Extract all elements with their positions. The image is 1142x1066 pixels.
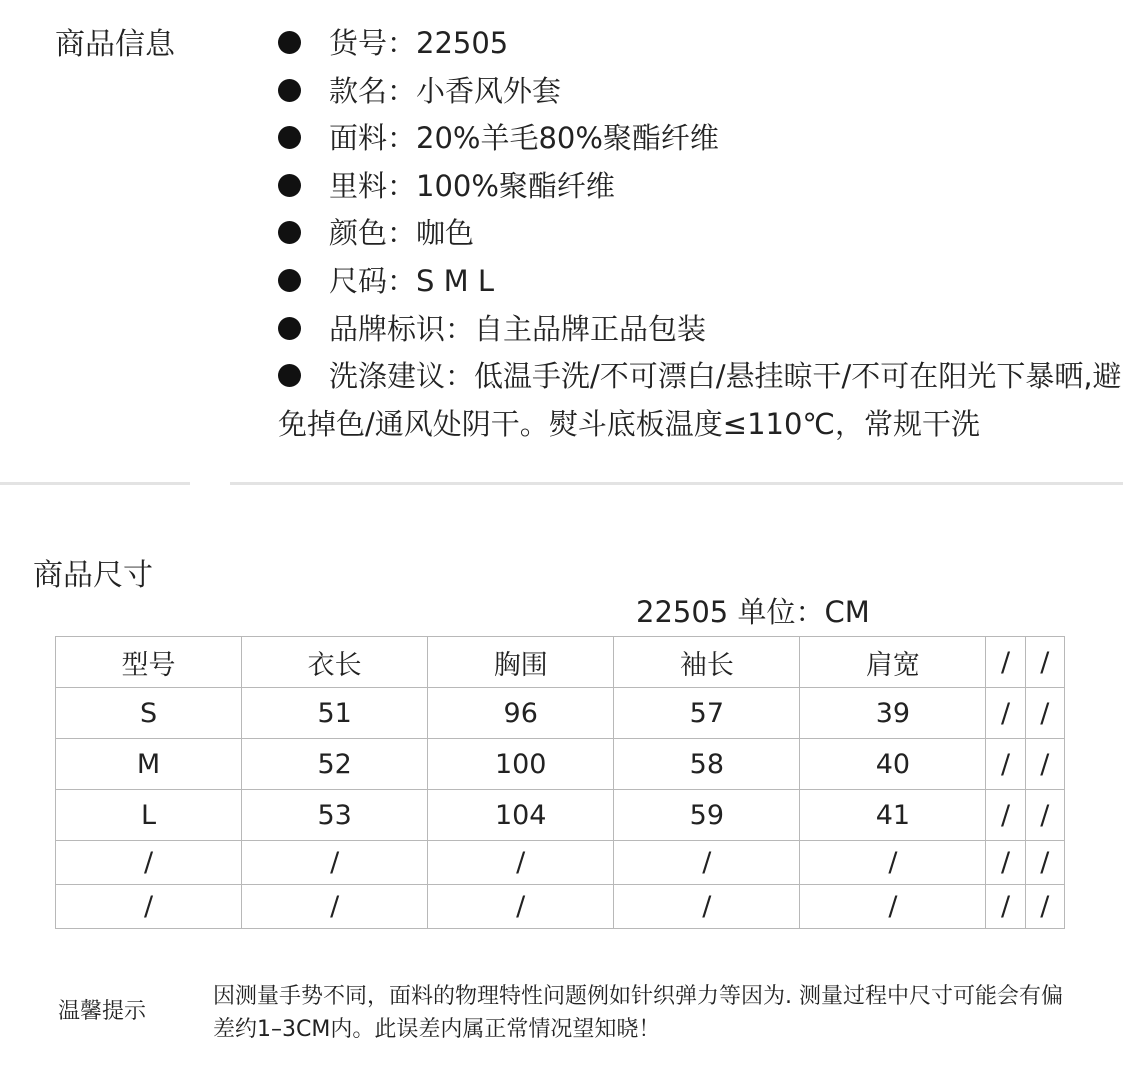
- table-cell: /: [986, 790, 1025, 841]
- section-divider: [0, 482, 190, 485]
- table-cell: 100: [428, 739, 614, 790]
- table-cell: /: [986, 841, 1025, 885]
- table-cell: 57: [614, 688, 800, 739]
- table-cell: S: [56, 688, 242, 739]
- table-cell: 104: [428, 790, 614, 841]
- table-cell: /: [1025, 841, 1064, 885]
- table-cell: 59: [614, 790, 800, 841]
- info-item-color: [278, 210, 1123, 258]
- table-row: [56, 739, 1065, 790]
- tip-text: 因测量手势不同，面料的物理特性问题例如针织弹力等因为. 测量过程中尺寸可能会有偏差约1–3CM内。此误差内属正常情况望知晓！: [213, 984, 1063, 1042]
- table-cell: /: [242, 885, 428, 929]
- table-cell: 40: [800, 739, 986, 790]
- info-item-text: 洗涤建议：低温手洗/不可漂白/悬挂晾干/不可在阳光下暴晒,避免掉色/通风处阴干。熨斗底板温度≤110℃，常规干洗: [278, 359, 1122, 441]
- bullet-icon: [278, 221, 301, 244]
- table-row: [56, 841, 1065, 885]
- table-cell: /: [1025, 790, 1064, 841]
- info-item-text: 货号：22505: [329, 26, 509, 60]
- product-info-list: [278, 20, 1123, 448]
- tip-label: 温馨提示: [58, 999, 147, 1024]
- table-header-cell: 肩宽: [800, 637, 986, 688]
- info-item-text: 款名：小香风外套: [329, 73, 562, 108]
- unit-line: 22505 单位：CM: [636, 595, 870, 629]
- table-cell: /: [242, 841, 428, 885]
- info-item-fabric: [278, 115, 1123, 163]
- bullet-icon: [278, 364, 301, 387]
- product-info-heading: 商品信息: [55, 27, 175, 62]
- section-divider: [230, 482, 1123, 485]
- info-item-text: 尺码：S M L: [329, 263, 495, 298]
- size-table: [55, 636, 1065, 929]
- table-header-row: [56, 637, 1065, 688]
- info-item-care: [278, 353, 1123, 448]
- table-cell: 53: [242, 790, 428, 841]
- table-cell: /: [428, 841, 614, 885]
- table-cell: 58: [614, 739, 800, 790]
- table-cell: /: [56, 885, 242, 929]
- info-item-lining: [278, 163, 1123, 211]
- table-cell: /: [986, 885, 1025, 929]
- table-cell: /: [428, 885, 614, 929]
- table-header-cell: 袖长: [614, 637, 800, 688]
- table-cell: 96: [428, 688, 614, 739]
- table-cell: 52: [242, 739, 428, 790]
- table-cell: /: [1025, 739, 1064, 790]
- info-item-sizes: [278, 258, 1123, 306]
- table-row: [56, 885, 1065, 929]
- bullet-icon: [278, 269, 301, 292]
- bullet-icon: [278, 174, 301, 197]
- info-item-brand: [278, 306, 1123, 354]
- table-cell: /: [1025, 885, 1064, 929]
- table-cell: 39: [800, 688, 986, 739]
- table-cell: 41: [800, 790, 986, 841]
- table-header-cell: /: [1025, 637, 1064, 688]
- table-cell: /: [986, 739, 1025, 790]
- table-cell: M: [56, 739, 242, 790]
- info-item-text: 品牌标识：自主品牌正品包装: [329, 311, 707, 346]
- table-cell: 51: [242, 688, 428, 739]
- table-cell: /: [1025, 688, 1064, 739]
- table-cell: /: [986, 688, 1025, 739]
- bullet-icon: [278, 317, 301, 340]
- table-cell: /: [614, 841, 800, 885]
- table-header-cell: 胸围: [428, 637, 614, 688]
- table-cell: L: [56, 790, 242, 841]
- info-item-style-name: [278, 68, 1123, 116]
- table-cell: /: [614, 885, 800, 929]
- bullet-icon: [278, 79, 301, 102]
- table-cell: /: [800, 841, 986, 885]
- table-row: [56, 790, 1065, 841]
- table-header-cell: /: [986, 637, 1025, 688]
- table-header-cell: 型号: [56, 637, 242, 688]
- info-item-text: 颜色：咖色: [329, 216, 475, 251]
- bullet-icon: [278, 126, 301, 149]
- table-row: [56, 688, 1065, 739]
- info-item-text: 里料：100%聚酯纤维: [329, 168, 615, 203]
- bullet-icon: [278, 31, 301, 54]
- info-item-sku: [278, 20, 1123, 68]
- info-item-text: 面料：20%羊毛80%聚酯纤维: [329, 121, 719, 156]
- product-size-heading: 商品尺寸: [33, 558, 153, 593]
- table-cell: /: [56, 841, 242, 885]
- table-cell: /: [800, 885, 986, 929]
- table-header-cell: 衣长: [242, 637, 428, 688]
